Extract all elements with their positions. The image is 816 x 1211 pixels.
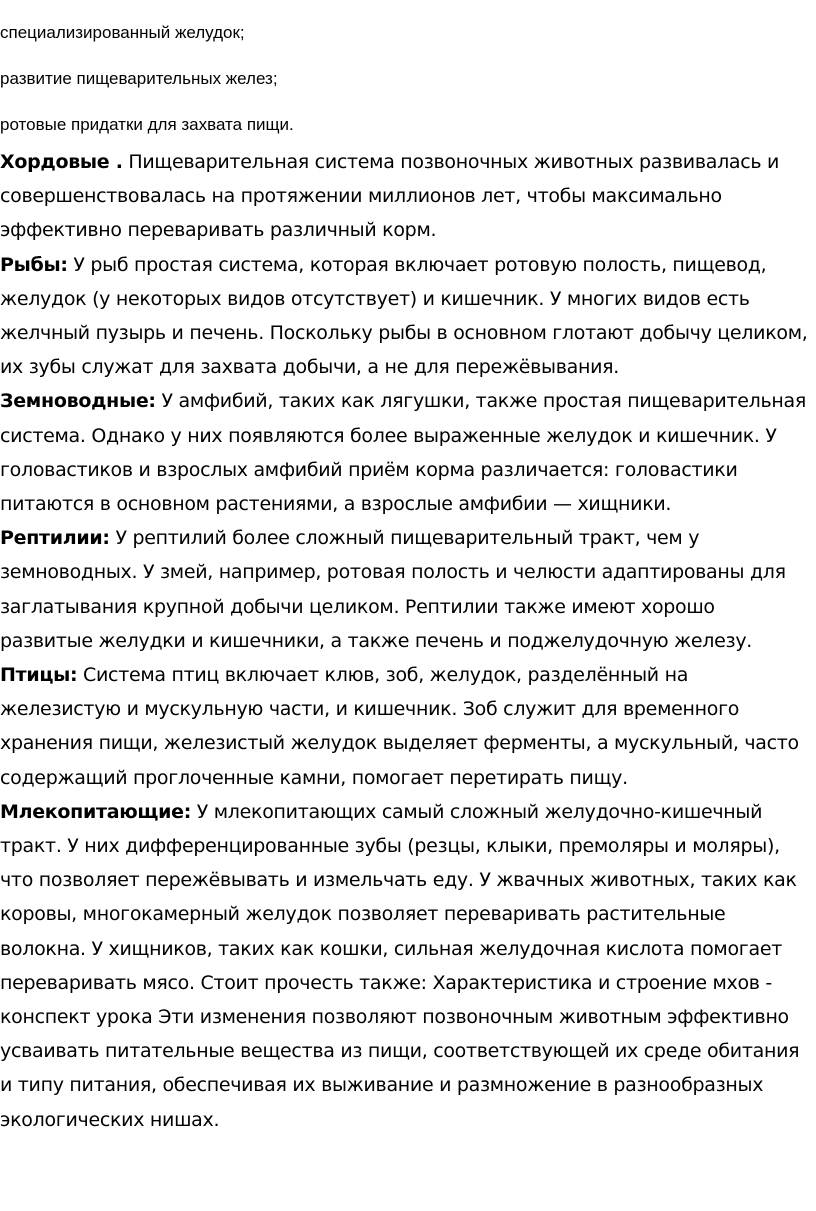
paragraph-birds — [0, 658, 808, 795]
paragraph-term: Рыбы: — [0, 253, 68, 276]
paragraph-reptiles — [0, 521, 808, 658]
paragraph-text: Пищеварительная система позвоночных животных развивалась и совершенствовалась на протяжении миллионов лет, чтобы максимально эффективно переваривать различный корм. — [0, 151, 780, 242]
paragraph-text: У рептилий более сложный пищеварительный тракт, чем у земноводных. У змей, например, ротовая полость и челюсти адаптированы для заглатывания крупной добычи целиком. Рептилии также имеют хорошо развитые желудки и кишечники, а также печень и поджелудочную железу. — [0, 527, 786, 652]
list-item: ротовые придатки для захвата пищи. — [0, 115, 294, 134]
paragraph-text: Система птиц включает клюв, зоб, желудок, разделённый на железистую и мускульную части, и кишечник. Зоб служит для временного хранения пищи, железистый желудок выделяет ферменты, а мускульный, часто содержащий проглоченные камни, помогает перетирать пищу. — [0, 664, 799, 789]
paragraph-term: Хордовые . — [0, 151, 123, 173]
paragraph-text: У амфибий, таких как лягушки, также простая пищеварительная система. Однако у них появляются более выраженные желудок и кишечник. У головастиков и взрослых амфибий приём корма различается: головастики питаются в основном растениями, а взрослые амфибии — хищники. — [0, 390, 806, 516]
paragraph-chordates — [0, 145, 808, 248]
paragraph-term: Птицы: — [0, 664, 78, 687]
list-item: развитие пищеварительных желез; — [0, 69, 278, 88]
list-item: специализированный желудок; — [0, 23, 245, 42]
paragraph-fish — [0, 248, 808, 385]
paragraph-term: Рептилии: — [0, 527, 110, 550]
paragraph-mammals — [0, 795, 808, 1137]
document-body — [0, 145, 808, 1137]
paragraph-text: У рыб простая система, которая включает ротовую полость, пищевод, желудок (у некоторых видов отсутствует) и кишечник. У многих видов есть желчный пузырь и печень. Поскольку рыбы в основном глотают добычу целиком, их зубы служат для захвата добычи, а не для пережёвывания. — [0, 253, 808, 379]
paragraph-term: Млекопитающие: — [0, 800, 192, 823]
paragraph-text: У млекопитающих самый сложный желудочно-кишечный тракт. У них дифференцированные зубы (резцы, клыки, премоляры и моляры), что позволяет пережёвывать и измельчать еду. У жвачных животных, таких как коровы, многокамерный желудок позволяет переваривать растительные волокна. У хищников, таких как кошки, сильная желудочная кислота помогает переваривать мясо. Стоит прочесть также: Характеристика и строение мхов - конспект урока Эти изменения позволяют позвоночным животным эффективно усваивать питательные вещества из пищи, соответствующей их среде обитания и типу питания, обеспечивая их выживание и размножение в разнообразных экологических нишах. — [0, 800, 800, 1131]
paragraph-term: Земноводные: — [0, 390, 156, 413]
feature-list — [0, 22, 800, 136]
paragraph-amphibians — [0, 384, 808, 521]
